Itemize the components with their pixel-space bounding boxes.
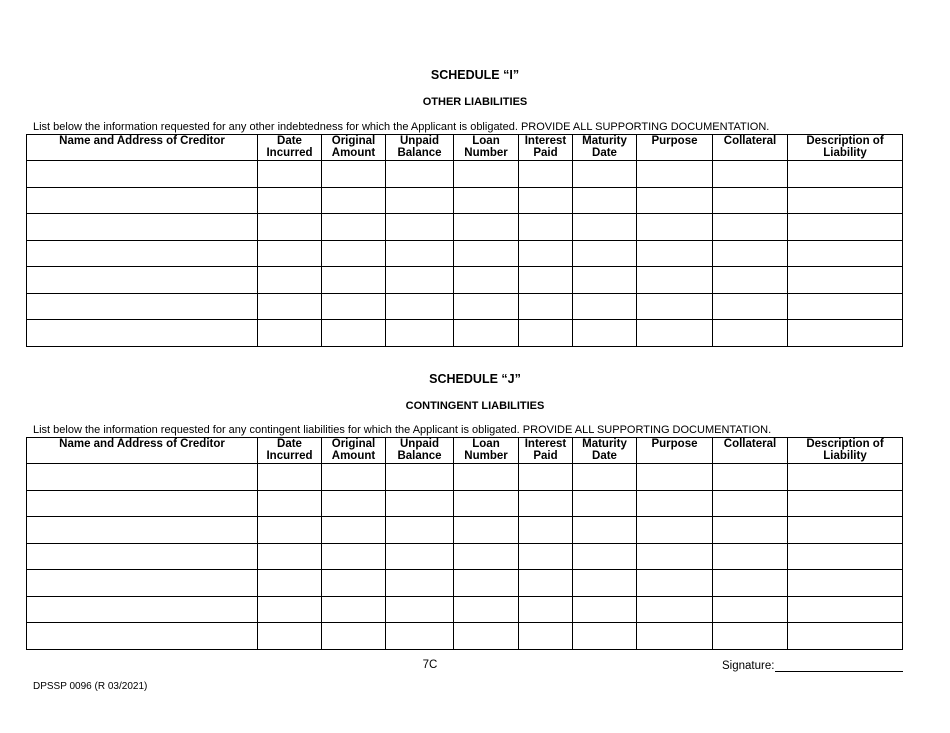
table-cell[interactable]	[637, 623, 713, 650]
table-cell[interactable]	[713, 464, 788, 491]
column-header: Purpose	[637, 135, 713, 161]
table-cell[interactable]	[637, 293, 713, 320]
table-cell[interactable]	[454, 543, 519, 570]
table-cell[interactable]	[386, 543, 454, 570]
table-cell[interactable]	[386, 596, 454, 623]
table-cell[interactable]	[27, 240, 258, 267]
table-cell[interactable]	[27, 517, 258, 544]
column-header: Collateral	[713, 438, 788, 464]
table-cell[interactable]	[258, 490, 322, 517]
table-cell[interactable]	[788, 293, 903, 320]
table-cell[interactable]	[386, 161, 454, 188]
table-cell[interactable]	[258, 517, 322, 544]
schedule-j-title: SCHEDULE “J”	[429, 372, 521, 386]
table-cell[interactable]	[573, 267, 637, 294]
table-cell[interactable]	[258, 214, 322, 241]
column-header: Purpose	[637, 438, 713, 464]
table-cell[interactable]	[454, 293, 519, 320]
table-cell[interactable]	[258, 464, 322, 491]
signature-label: Signature:	[722, 660, 775, 672]
table-cell[interactable]	[386, 320, 454, 347]
table-cell[interactable]	[258, 570, 322, 597]
table-cell[interactable]	[637, 187, 713, 214]
column-header: Name and Address of Creditor	[27, 135, 258, 161]
table-row	[27, 267, 903, 294]
table-cell[interactable]	[573, 517, 637, 544]
table-cell[interactable]	[788, 267, 903, 294]
form-number: DPSSP 0096 (R 03/2021)	[33, 681, 148, 692]
table-cell[interactable]	[454, 570, 519, 597]
table-cell[interactable]	[454, 161, 519, 188]
table-row	[27, 543, 903, 570]
table-cell[interactable]	[519, 267, 573, 294]
table-cell[interactable]	[573, 214, 637, 241]
table-cell[interactable]	[454, 596, 519, 623]
table-cell[interactable]	[637, 214, 713, 241]
table-cell[interactable]	[258, 293, 322, 320]
table-cell[interactable]	[258, 320, 322, 347]
table-cell[interactable]	[258, 240, 322, 267]
table-cell[interactable]	[27, 214, 258, 241]
table-cell[interactable]	[322, 517, 386, 544]
table-cell[interactable]	[788, 570, 903, 597]
table-cell[interactable]	[386, 187, 454, 214]
table-cell[interactable]	[713, 293, 788, 320]
table-cell[interactable]	[27, 543, 258, 570]
table-cell[interactable]	[573, 240, 637, 267]
table-cell[interactable]	[454, 320, 519, 347]
table-cell[interactable]	[322, 161, 386, 188]
column-header: Unpaid Balance	[386, 135, 454, 161]
table-row	[27, 240, 903, 267]
table-cell[interactable]	[322, 596, 386, 623]
table-cell[interactable]	[386, 517, 454, 544]
column-header: Loan Number	[454, 438, 519, 464]
table-cell[interactable]	[322, 320, 386, 347]
column-header: Original Amount	[322, 438, 386, 464]
column-header: Description of Liability	[788, 438, 903, 464]
table-cell[interactable]	[788, 464, 903, 491]
table-cell[interactable]	[788, 543, 903, 570]
table-row	[27, 570, 903, 597]
table-cell[interactable]	[258, 187, 322, 214]
table-cell[interactable]	[637, 161, 713, 188]
table-cell[interactable]	[788, 517, 903, 544]
header-row	[27, 438, 903, 464]
table-cell[interactable]	[454, 490, 519, 517]
table-cell[interactable]	[713, 267, 788, 294]
table-cell[interactable]	[27, 623, 258, 650]
table-cell[interactable]	[573, 543, 637, 570]
table-cell[interactable]	[519, 320, 573, 347]
table-cell[interactable]	[713, 517, 788, 544]
table-cell[interactable]	[713, 570, 788, 597]
table-row	[27, 293, 903, 320]
table-cell[interactable]	[322, 187, 386, 214]
schedule-i-table	[26, 134, 903, 347]
column-header: Collateral	[713, 135, 788, 161]
table-cell[interactable]	[713, 320, 788, 347]
column-header: Interest Paid	[519, 135, 573, 161]
table-cell[interactable]	[27, 320, 258, 347]
table-cell[interactable]	[519, 240, 573, 267]
schedule-j-subtitle: CONTINGENT LIABILITIES	[405, 400, 545, 412]
table-cell[interactable]	[637, 543, 713, 570]
table-cell[interactable]	[454, 267, 519, 294]
table-cell[interactable]	[637, 570, 713, 597]
table-row	[27, 623, 903, 650]
table-cell[interactable]	[637, 320, 713, 347]
column-header: Maturity Date	[573, 135, 637, 161]
column-header: Original Amount	[322, 135, 386, 161]
table-cell[interactable]	[258, 623, 322, 650]
table-cell[interactable]	[258, 596, 322, 623]
schedule-i-subtitle: OTHER LIABILITIES	[422, 96, 528, 108]
table-cell[interactable]	[27, 464, 258, 491]
table-cell[interactable]	[519, 293, 573, 320]
column-header: Description of Liability	[788, 135, 903, 161]
column-header: Date Incurred	[258, 438, 322, 464]
table-cell[interactable]	[27, 293, 258, 320]
schedule-j-table	[26, 437, 903, 650]
table-cell[interactable]	[322, 267, 386, 294]
table-cell[interactable]	[519, 161, 573, 188]
table-cell[interactable]	[258, 267, 322, 294]
table-cell[interactable]	[386, 293, 454, 320]
table-cell[interactable]	[322, 240, 386, 267]
table-cell[interactable]	[322, 214, 386, 241]
table-row	[27, 464, 903, 491]
table-cell[interactable]	[519, 490, 573, 517]
table-cell[interactable]	[386, 570, 454, 597]
table-cell[interactable]	[713, 187, 788, 214]
table-cell[interactable]	[386, 623, 454, 650]
table-cell[interactable]	[713, 543, 788, 570]
table-cell[interactable]	[788, 187, 903, 214]
table-cell[interactable]	[322, 464, 386, 491]
table-cell[interactable]	[322, 570, 386, 597]
table-cell[interactable]	[637, 240, 713, 267]
table-cell[interactable]	[573, 623, 637, 650]
table-cell[interactable]	[637, 517, 713, 544]
table-cell[interactable]	[573, 490, 637, 517]
table-row	[27, 214, 903, 241]
table-cell[interactable]	[713, 161, 788, 188]
table-cell[interactable]	[386, 267, 454, 294]
table-cell[interactable]	[386, 214, 454, 241]
schedule-i-instruction: List below the information requested for any other indebtedness for which the Applicant is obligated. PROVIDE ALL SUPPORTING DOCUMENTATION.	[33, 121, 770, 133]
table-cell[interactable]	[637, 464, 713, 491]
signature-field[interactable]	[722, 659, 903, 672]
column-header: Loan Number	[454, 135, 519, 161]
table-cell[interactable]	[322, 543, 386, 570]
table-cell[interactable]	[573, 161, 637, 188]
table-cell[interactable]	[27, 267, 258, 294]
table-cell[interactable]	[788, 596, 903, 623]
table-cell[interactable]	[386, 464, 454, 491]
table-cell[interactable]	[27, 570, 258, 597]
table-row	[27, 517, 903, 544]
table-cell[interactable]	[322, 293, 386, 320]
table-cell[interactable]	[713, 623, 788, 650]
table-row	[27, 490, 903, 517]
table-cell[interactable]	[386, 490, 454, 517]
table-cell[interactable]	[573, 570, 637, 597]
page-number: 7C	[422, 659, 438, 671]
table-cell[interactable]	[386, 240, 454, 267]
table-cell[interactable]	[454, 517, 519, 544]
table-cell[interactable]	[322, 623, 386, 650]
table-cell[interactable]	[454, 214, 519, 241]
schedule-j-instruction: List below the information requested for any contingent liabilities for which the Applicant is obligated. PROVIDE ALL SUPPORTING DOCUMENTATION.	[33, 424, 772, 436]
table-cell[interactable]	[573, 596, 637, 623]
table-cell[interactable]	[519, 570, 573, 597]
table-cell[interactable]	[454, 623, 519, 650]
signature-line[interactable]	[775, 659, 903, 672]
table-row	[27, 320, 903, 347]
table-row	[27, 187, 903, 214]
table-cell[interactable]	[519, 596, 573, 623]
table-cell[interactable]	[788, 490, 903, 517]
table-cell[interactable]	[573, 464, 637, 491]
column-header: Name and Address of Creditor	[27, 438, 258, 464]
table-cell[interactable]	[454, 464, 519, 491]
table-cell[interactable]	[637, 596, 713, 623]
table-cell[interactable]	[713, 490, 788, 517]
column-header: Unpaid Balance	[386, 438, 454, 464]
table-cell[interactable]	[788, 214, 903, 241]
table-cell[interactable]	[519, 214, 573, 241]
table-cell[interactable]	[322, 490, 386, 517]
table-row	[27, 596, 903, 623]
table-cell[interactable]	[27, 187, 258, 214]
table-cell[interactable]	[519, 517, 573, 544]
table-cell[interactable]	[27, 490, 258, 517]
table-cell[interactable]	[258, 161, 322, 188]
table-cell[interactable]	[258, 543, 322, 570]
table-cell[interactable]	[519, 623, 573, 650]
table-cell[interactable]	[788, 161, 903, 188]
table-cell[interactable]	[573, 187, 637, 214]
table-cell[interactable]	[788, 240, 903, 267]
table-cell[interactable]	[454, 240, 519, 267]
table-cell[interactable]	[637, 490, 713, 517]
table-cell[interactable]	[519, 464, 573, 491]
table-cell[interactable]	[519, 187, 573, 214]
table-cell[interactable]	[713, 240, 788, 267]
table-cell[interactable]	[573, 320, 637, 347]
column-header: Maturity Date	[573, 438, 637, 464]
header-row	[27, 135, 903, 161]
table-cell[interactable]	[713, 214, 788, 241]
column-header: Date Incurred	[258, 135, 322, 161]
schedule-i-title: SCHEDULE “I”	[430, 68, 520, 82]
table-cell[interactable]	[573, 293, 637, 320]
table-cell[interactable]	[788, 623, 903, 650]
table-row	[27, 161, 903, 188]
table-cell[interactable]	[454, 187, 519, 214]
table-cell[interactable]	[788, 320, 903, 347]
table-cell[interactable]	[713, 596, 788, 623]
table-cell[interactable]	[519, 543, 573, 570]
table-cell[interactable]	[27, 161, 258, 188]
table-cell[interactable]	[637, 267, 713, 294]
table-cell[interactable]	[27, 596, 258, 623]
column-header: Interest Paid	[519, 438, 573, 464]
